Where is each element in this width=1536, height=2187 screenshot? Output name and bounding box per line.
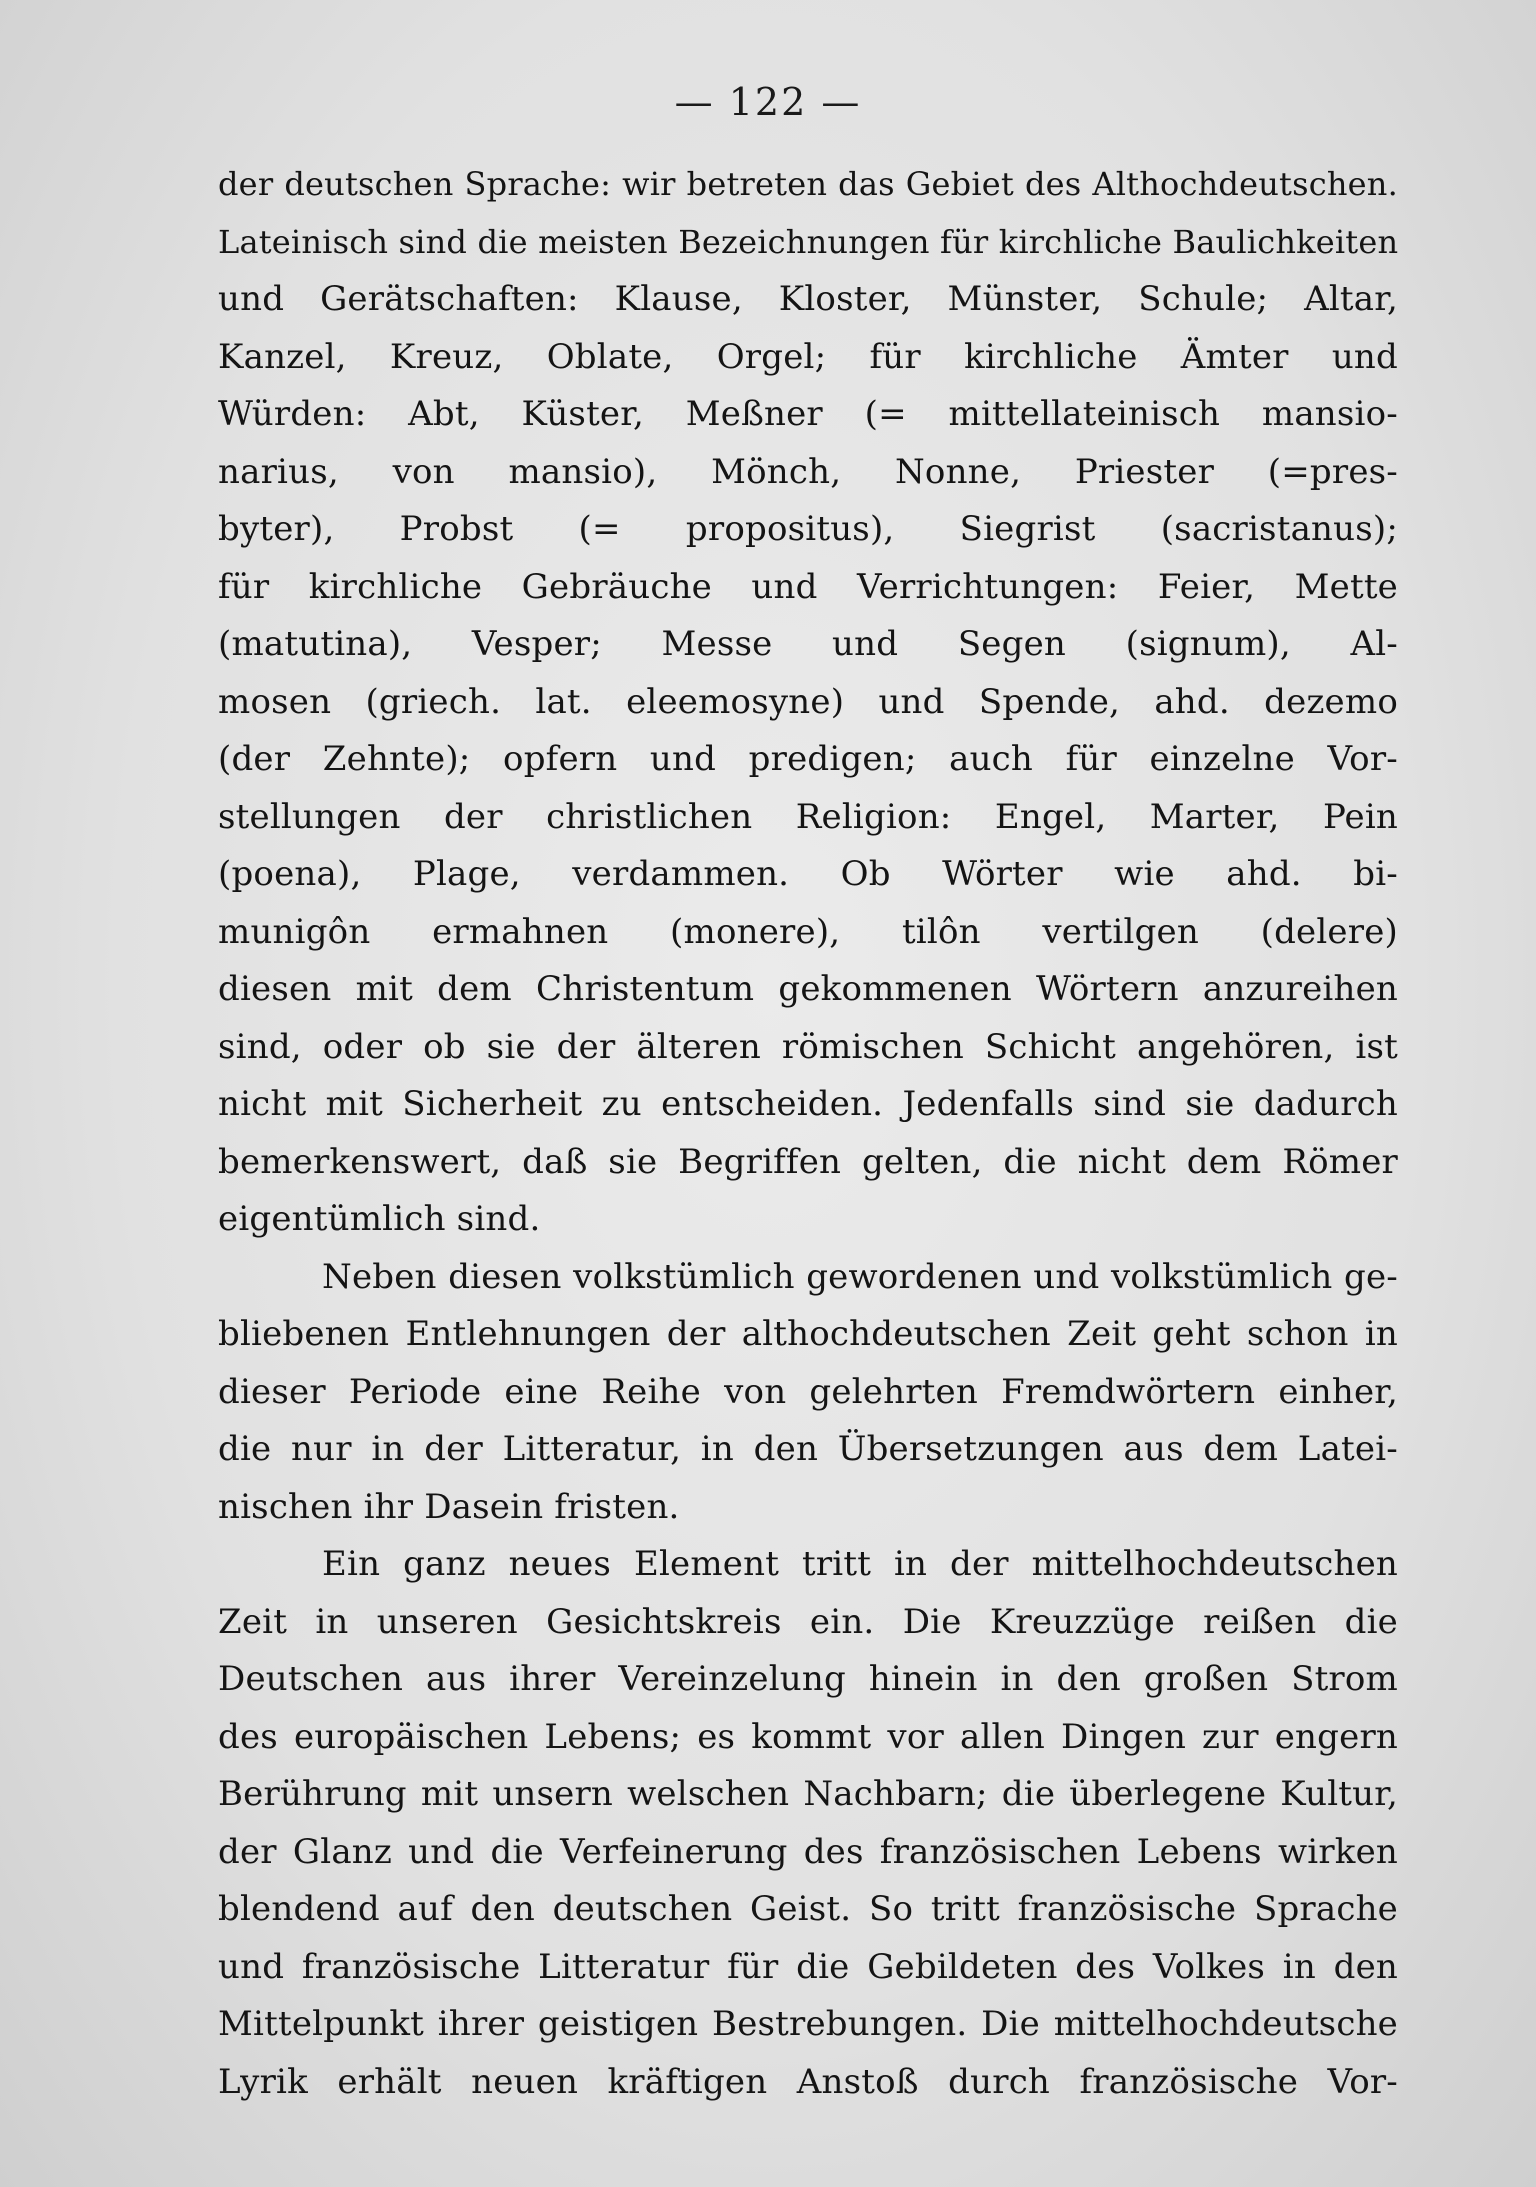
text-line: die nur in der Litteratur, in den Übersetzungen aus dem Latei- xyxy=(218,1429,1398,1469)
text-line: munigôn ermahnen (monere), tilôn vertilgen (delere) xyxy=(218,911,1398,952)
text-line: der deutschen Sprache: wir betreten das Gebiet des Althochdeutschen. xyxy=(218,165,1398,203)
text-line: Deutschen aus ihrer Vereinzelung hinein in den großen Strom xyxy=(218,1659,1398,1699)
text-line: mosen (griech. lat. eleemosyne) und Spende, ahd. dezemo xyxy=(218,681,1398,722)
text-line: blendend auf den deutschen Geist. So tritt französische Sprache xyxy=(218,1889,1398,1929)
text-line: bliebenen Entlehnungen der althochdeutschen Zeit geht schon in xyxy=(218,1314,1398,1354)
text-line: eigentümlich sind. xyxy=(218,1199,541,1239)
text-line: und französische Litteratur für die Gebildeten des Volkes in den xyxy=(218,1946,1398,1987)
text-line: sind, oder ob sie der älteren römischen Schicht angehören, ist xyxy=(218,1026,1398,1067)
text-line: diesen mit dem Christentum gekommenen Wörtern anzureihen xyxy=(218,969,1398,1009)
text-line: stellungen der christlichen Religion: Engel, Marter, Pein xyxy=(218,796,1398,837)
text-line: Berührung mit unsern welschen Nachbarn; die überlegene Kultur, xyxy=(218,1774,1398,1814)
text-line: byter), Probst (= propositus), Siegrist (sacristanus); xyxy=(218,509,1398,549)
text-line: der Glanz und die Verfeinerung des französischen Lebens wirken xyxy=(218,1831,1398,1872)
text-line: (der Zehnte); opfern und predigen; auch für einzelne Vor- xyxy=(218,739,1398,779)
text-line: (poena), Plage, verdammen. Ob Wörter wie ahd. bi- xyxy=(218,854,1398,894)
text-line: des europäischen Lebens; es kommt vor allen Dingen zur engern xyxy=(218,1716,1398,1757)
text-line: narius, von mansio), Mönch, Nonne, Priester (=pres- xyxy=(218,451,1398,492)
page-number: — 122 — xyxy=(674,80,862,124)
text-line: für kirchliche Gebräuche und Verrichtungen: Feier, Mette xyxy=(218,566,1398,607)
text-line: nicht mit Sicherheit zu entscheiden. Jedenfalls sind sie dadurch xyxy=(218,1084,1398,1124)
text-line: nischen ihr Dasein fristen. xyxy=(218,1486,680,1527)
text-line: Neben diesen volkstümlich gewordenen und volkstümlich ge- xyxy=(322,1256,1398,1297)
text-line: Mittelpunkt ihrer geistigen Bestrebungen. Die mittelhochdeutsche xyxy=(218,2004,1398,2044)
text-line: Zeit in unseren Gesichtskreis ein. Die Kreuzzüge reißen die xyxy=(218,1601,1398,1642)
text-line: (matutina), Vesper; Messe und Segen (signum), Al- xyxy=(218,624,1398,664)
text-line: Lateinisch sind die meisten Bezeichnungen für kirchliche Baulichkeiten xyxy=(218,222,1399,261)
text-line: dieser Periode eine Reihe von gelehrten Fremdwörtern einher, xyxy=(218,1371,1398,1412)
text-line: Ein ganz neues Element tritt in der mittelhochdeutschen xyxy=(322,1544,1398,1584)
body-text xyxy=(218,156,1398,2111)
text-line: bemerkenswert, daß sie Begriffen gelten, die nicht dem Römer xyxy=(218,1141,1398,1182)
text-line: Lyrik erhält neuen kräftigen Anstoß durch französische Vor- xyxy=(218,2061,1398,2102)
text-line: und Gerätschaften: Klause, Kloster, Münster, Schule; Altar, xyxy=(218,279,1398,319)
text-line: Würden: Abt, Küster, Meßner (= mittellateinisch mansio- xyxy=(218,394,1398,434)
text-line: Kanzel, Kreuz, Oblate, Orgel; für kirchliche Ämter und xyxy=(218,336,1398,377)
